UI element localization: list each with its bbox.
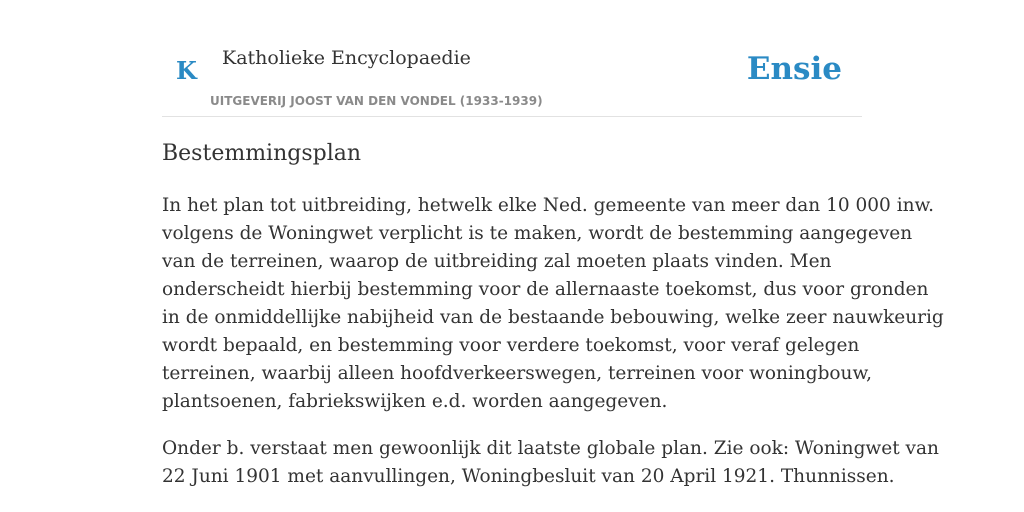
paragraph-line: In het plan tot uitbreiding, hetwelk elke Ned. gemeente van meer dan 10 000 inw.: [162, 195, 935, 216]
article-content: [162, 138, 944, 491]
paragraph-line: wordt bepaald, en bestemming voor verdere toekomst, voor veraf gelegen: [162, 335, 860, 356]
paragraph-line: in de onmiddellijke nabijheid van de bestaande bebouwing, welke zeer nauwkeurig: [162, 307, 944, 328]
article-paragraph: [162, 435, 939, 491]
paragraph-line: van de terreinen, waarop de uitbreiding zal moeten plaats vinden. Men: [162, 251, 832, 272]
article-heading: Bestemmingsplan: [162, 141, 362, 166]
paragraph-line: volgens de Woningwet verplicht is te maken, wordt de bestemming aangegeven: [162, 223, 913, 244]
paragraph-line: 22 Juni 1901 met aanvullingen, Woningbesluit van 20 April 1921. Thunnissen.: [162, 466, 895, 487]
paragraph-line: onderscheidt hierbij bestemming voor de allernaaste toekomst, dus voor gronden: [162, 279, 929, 300]
paragraph-line: plantsoenen, fabriekswijken e.d. worden aangegeven.: [162, 391, 668, 412]
article-paragraph: [162, 192, 944, 416]
publisher-subtitle: UITGEVERIJ JOOST VAN DEN VONDEL (1933-1939): [210, 94, 543, 108]
ensie-brand-logo[interactable]: Ensie: [746, 51, 842, 87]
encyclopedia-title[interactable]: Katholieke Encyclopaedie: [222, 47, 471, 69]
encyclopedia-logo[interactable]: K: [176, 56, 197, 85]
site-header: [162, 0, 862, 117]
paragraph-line: Onder b. verstaat men gewoonlijk dit laatste globale plan. Zie ook: Woningwet van: [162, 438, 939, 459]
paragraph-line: terreinen, waarbij alleen hoofdverkeerswegen, terreinen voor woningbouw,: [162, 363, 872, 384]
